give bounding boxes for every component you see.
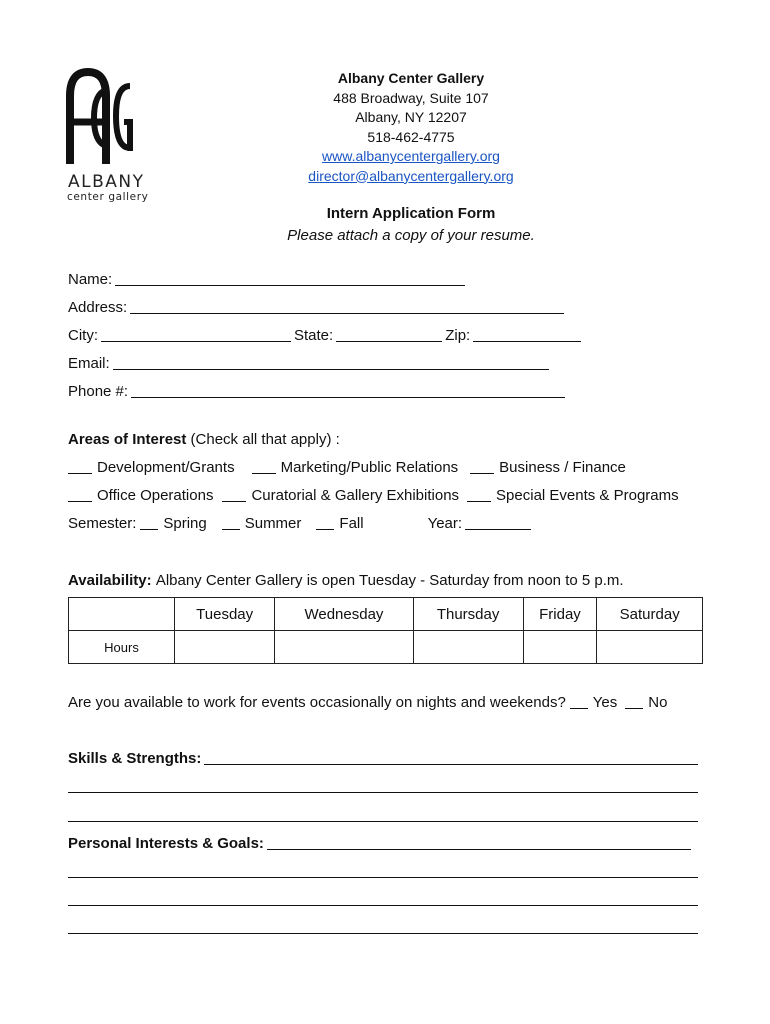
- interest-curatorial: Curatorial & Gallery Exhibitions: [251, 487, 460, 504]
- interest-checkbox-development[interactable]: [68, 459, 92, 474]
- state-field[interactable]: [336, 327, 442, 342]
- interest-checkbox-marketing[interactable]: [252, 459, 276, 474]
- form-subtitle: Please attach a copy of your resume.: [287, 227, 535, 244]
- goals-row: [68, 832, 694, 852]
- interests-heading: Areas of Interest: [68, 431, 187, 448]
- phone-row: [68, 380, 568, 400]
- skills-row: [68, 747, 701, 767]
- events-row: [68, 691, 667, 711]
- interest-checkbox-curatorial[interactable]: [222, 487, 246, 502]
- availability-table: [68, 597, 703, 664]
- phone-label: Phone #:: [68, 383, 129, 400]
- table-corner-cell: [69, 598, 175, 631]
- goals-label: Personal Interests & Goals:: [68, 835, 264, 852]
- availability-row: [68, 569, 624, 589]
- address-field[interactable]: [130, 299, 564, 314]
- org-address-2: Albany, NY 12207: [355, 109, 467, 125]
- interests-row-2: [68, 484, 679, 504]
- availability-text: Albany Center Gallery is open Tuesday - Saturday from noon to 5 p.m.: [155, 572, 624, 589]
- skills-line-2[interactable]: [68, 792, 698, 793]
- interests-heading-row: [68, 428, 340, 448]
- hours-thursday-cell[interactable]: [413, 631, 523, 664]
- day-saturday: Saturday: [597, 598, 703, 631]
- semester-label: Semester:: [68, 515, 137, 532]
- logo-albany-text: ALBANY: [68, 172, 145, 192]
- hours-wednesday-cell[interactable]: [275, 631, 413, 664]
- events-question: Are you available to work for events occasionally on nights and weekends?: [68, 694, 566, 711]
- events-yes-checkbox[interactable]: [570, 694, 588, 709]
- day-tuesday: Tuesday: [175, 598, 275, 631]
- org-name: Albany Center Gallery: [337, 70, 485, 86]
- phone-field[interactable]: [131, 383, 565, 398]
- availability-heading: Availability:: [68, 572, 152, 589]
- interest-checkbox-special-events[interactable]: [467, 487, 491, 502]
- semester-spring: Spring: [163, 515, 207, 532]
- semester-fall: Fall: [339, 515, 364, 532]
- semester-row: [68, 512, 534, 532]
- zip-label: Zip:: [445, 327, 471, 344]
- website-link[interactable]: www.albanycentergallery.org: [322, 148, 500, 164]
- availability-header-row: [69, 598, 703, 631]
- email-field[interactable]: [113, 355, 549, 370]
- skills-line-3[interactable]: [68, 821, 698, 822]
- year-label: Year:: [427, 515, 463, 532]
- semester-checkbox-summer[interactable]: [222, 515, 240, 530]
- availability-hours-row: [69, 631, 703, 664]
- interest-checkbox-office[interactable]: [68, 487, 92, 502]
- day-thursday: Thursday: [413, 598, 523, 631]
- org-phone: 518-462-4775: [367, 128, 455, 145]
- form-title: Intern Application Form: [326, 205, 496, 222]
- events-yes: Yes: [592, 694, 618, 711]
- hours-friday-cell[interactable]: [523, 631, 597, 664]
- interest-marketing: Marketing/Public Relations: [280, 459, 459, 476]
- goals-line-3[interactable]: [68, 905, 698, 906]
- semester-checkbox-fall[interactable]: [316, 515, 334, 530]
- org-header: [230, 69, 592, 186]
- email-row: [68, 352, 552, 372]
- interest-business: Business / Finance: [499, 459, 626, 476]
- address-row: [68, 296, 567, 316]
- interest-special-events: Special Events & Programs: [496, 487, 679, 504]
- email-link[interactable]: director@albanycentergallery.org: [308, 167, 514, 184]
- state-label: State:: [294, 327, 334, 344]
- events-no-checkbox[interactable]: [625, 694, 643, 709]
- day-friday: Friday: [523, 598, 597, 631]
- interest-development: Development/Grants: [97, 459, 235, 476]
- year-field[interactable]: [465, 515, 531, 530]
- name-label: Name:: [68, 271, 113, 288]
- city-row: [68, 324, 584, 344]
- skills-field[interactable]: [204, 750, 698, 765]
- logo-center-gallery-text: center gallery: [67, 191, 149, 203]
- interests-note: (Check all that apply) :: [190, 431, 340, 448]
- city-label: City:: [68, 327, 98, 344]
- city-field[interactable]: [101, 327, 291, 342]
- name-row: [68, 268, 468, 288]
- events-no: No: [648, 694, 668, 711]
- interests-row-1: [68, 456, 626, 476]
- skills-label: Skills & Strengths:: [68, 750, 202, 767]
- name-field[interactable]: [115, 271, 465, 286]
- day-wednesday: Wednesday: [275, 598, 413, 631]
- hours-label: Hours: [69, 631, 175, 664]
- hours-tuesday-cell[interactable]: [175, 631, 275, 664]
- interest-checkbox-business[interactable]: [470, 459, 494, 474]
- hours-saturday-cell[interactable]: [597, 631, 703, 664]
- zip-field[interactable]: [473, 327, 581, 342]
- org-address-1: 488 Broadway, Suite 107: [333, 89, 489, 106]
- semester-summer: Summer: [244, 515, 302, 532]
- address-label: Address:: [68, 299, 128, 316]
- semester-checkbox-spring[interactable]: [140, 515, 158, 530]
- email-label: Email:: [68, 355, 110, 372]
- goals-field[interactable]: [267, 835, 691, 850]
- interest-office: Office Operations: [97, 487, 214, 504]
- goals-line-4[interactable]: [68, 933, 698, 934]
- goals-line-2[interactable]: [68, 877, 698, 878]
